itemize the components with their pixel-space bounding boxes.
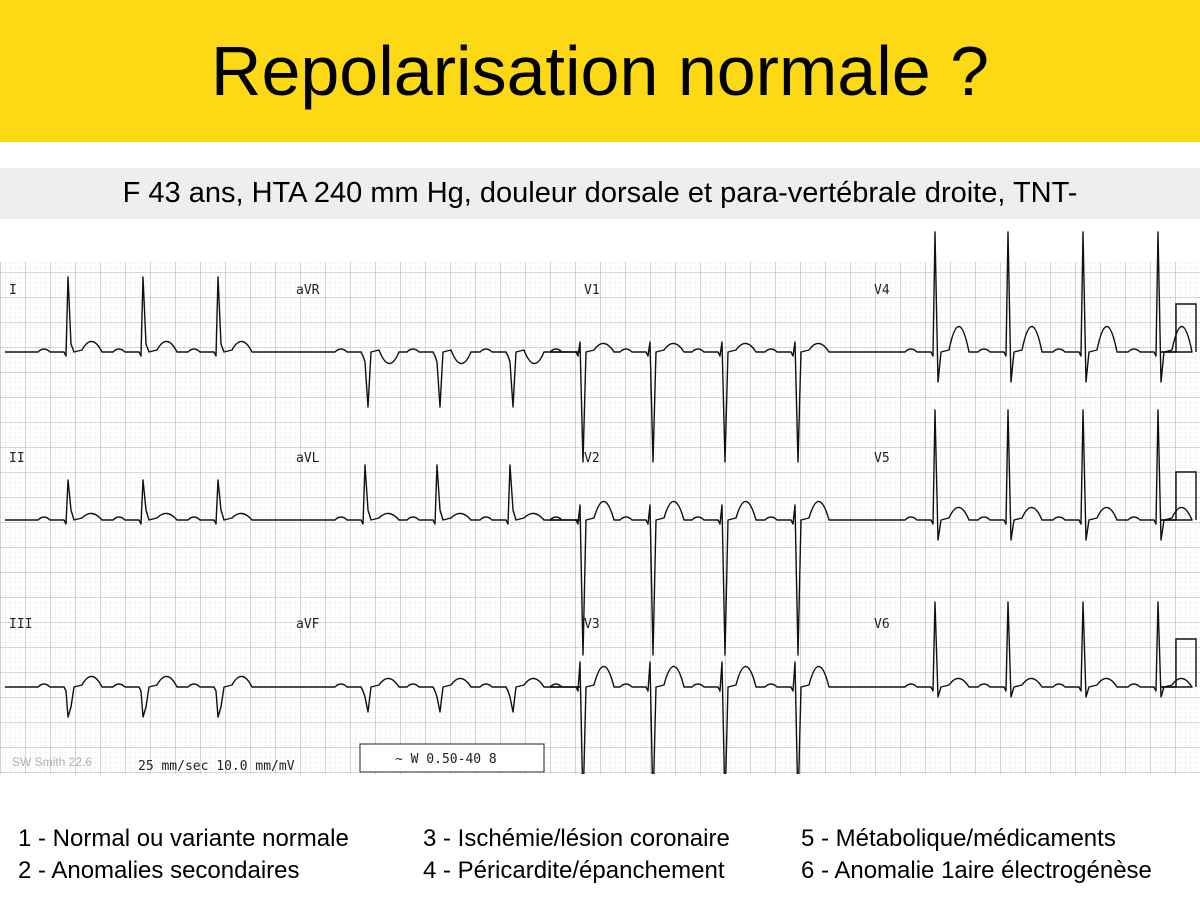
title-banner [0, 0, 1200, 142]
answer-5: 5 - Métabolique/médicaments [801, 825, 1116, 852]
lead-label-V5: V5 [874, 451, 890, 466]
speed-gain-label: 25 mm/sec 10.0 mm/mV [138, 759, 295, 774]
lead-label-V6: V6 [874, 617, 890, 632]
filter-label: ~ W 0.50-40 8 [395, 752, 497, 767]
watermark-text: SW Smith 22.6 [12, 755, 93, 769]
lead-label-aVL: aVL [296, 451, 320, 466]
slide-title: Repolarisation normale ? [210, 32, 990, 110]
answer-2: 2 - Anomalies secondaires [18, 857, 300, 884]
lead-label-aVF: aVF [296, 617, 320, 632]
lead-label-III: III [9, 617, 33, 632]
answer-6: 6 - Anomalie 1aire électrogénèse [801, 857, 1152, 884]
answer-3: 3 - Ischémie/lésion coronaire [423, 825, 730, 852]
answer-choices [18, 822, 1198, 892]
lead-label-V4: V4 [874, 283, 890, 298]
lead-label-I: I [9, 283, 17, 298]
lead-label-II: II [9, 451, 25, 466]
lead-label-V1: V1 [584, 283, 600, 298]
ecg-tracing [0, 222, 1200, 774]
lead-label-V3: V3 [584, 617, 600, 632]
lead-label-V2: V2 [584, 451, 600, 466]
subtitle-banner [0, 168, 1200, 219]
case-description: F 43 ans, HTA 240 mm Hg, douleur dorsale et para-vertébrale droite, TNT- [122, 177, 1078, 209]
lead-label-aVR: aVR [296, 283, 320, 298]
answer-1: 1 - Normal ou variante normale [18, 825, 349, 852]
answer-4: 4 - Péricardite/épanchement [423, 857, 725, 884]
ecg-strip [0, 222, 1200, 774]
